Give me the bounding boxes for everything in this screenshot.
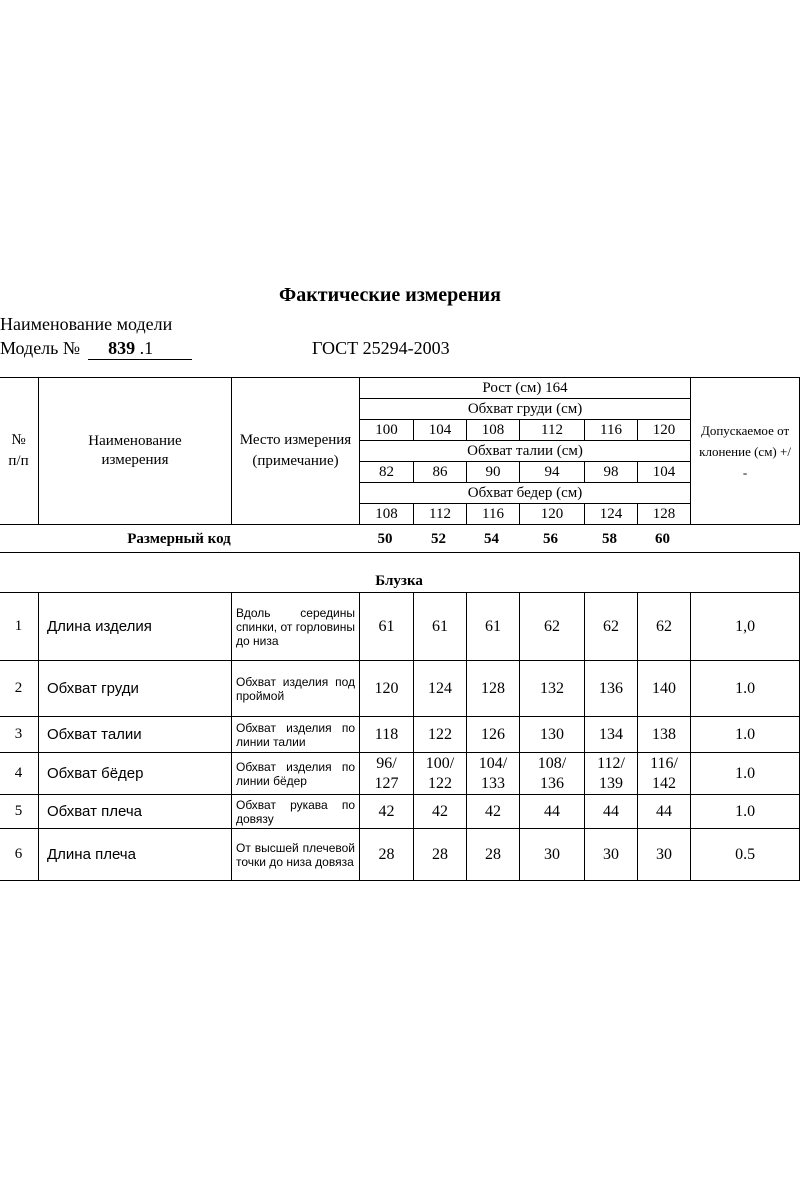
row-value: 62 (638, 593, 691, 661)
row-value: 42 (467, 795, 520, 829)
size-code: 52 (431, 531, 446, 547)
model-label: Модель № (0, 338, 81, 358)
hips-value: 128 (638, 504, 691, 525)
row-number: 4 (0, 753, 39, 795)
size-code: 50 (377, 531, 393, 547)
row-note: Обхват изделия по линии талии (232, 717, 360, 753)
row-value: 126 (467, 717, 520, 753)
row-value: 44 (638, 795, 691, 829)
row-value: 44 (585, 795, 638, 829)
row-tolerance: 1.0 (691, 717, 800, 753)
row-value: 124 (414, 661, 467, 717)
model-number-field (88, 338, 192, 360)
row-value: 138 (638, 717, 691, 753)
row-name: Обхват бёдер (39, 753, 232, 795)
header-chest-label: Обхват груди (см) (360, 399, 691, 420)
row-value: 112/ 139 (585, 753, 638, 795)
row-number: 6 (0, 829, 39, 881)
chest-value: 104 (414, 420, 467, 441)
row-name: Обхват плеча (39, 795, 232, 829)
row-tolerance: 1,0 (691, 593, 800, 661)
header-tolerance: Допускаемое отклонение (см) +/- (691, 378, 800, 525)
row-value: 130 (520, 717, 585, 753)
waist-value: 82 (360, 462, 414, 483)
row-note: Обхват рукава по довязу (232, 795, 360, 829)
row-value: 62 (585, 593, 638, 661)
row-value: 118 (360, 717, 414, 753)
chest-value: 116 (585, 420, 638, 441)
header-waist-label: Обхват талии (см) (360, 441, 691, 462)
row-value: 61 (414, 593, 467, 661)
table-row (0, 753, 800, 795)
row-value: 30 (585, 829, 638, 881)
row-value: 28 (467, 829, 520, 881)
section-title: Блузка (0, 553, 800, 593)
model-suffix: .1 (139, 338, 154, 358)
hips-value: 124 (585, 504, 638, 525)
waist-value: 86 (414, 462, 467, 483)
row-tolerance: 1.0 (691, 795, 800, 829)
row-value: 116/ 142 (638, 753, 691, 795)
row-number: 1 (0, 593, 39, 661)
row-value: 136 (585, 661, 638, 717)
size-code: 54 (484, 531, 499, 547)
table-row (0, 795, 800, 829)
row-note: Обхват изделия под проймой (232, 661, 360, 717)
chest-value: 100 (360, 420, 414, 441)
row-value: 61 (360, 593, 414, 661)
size-code: 56 (543, 531, 558, 547)
row-name: Обхват груди (39, 661, 232, 717)
table-row (0, 661, 800, 717)
row-note: Обхват изделия по линии бёдер (232, 753, 360, 795)
row-value: 28 (360, 829, 414, 881)
row-number: 3 (0, 717, 39, 753)
row-value: 108/ 136 (520, 753, 585, 795)
row-value: 122 (414, 717, 467, 753)
waist-value: 90 (467, 462, 520, 483)
hips-value: 120 (520, 504, 585, 525)
model-name-label: Наименование модели (0, 314, 173, 334)
row-tolerance: 1.0 (691, 753, 800, 795)
row-value: 132 (520, 661, 585, 717)
chest-value: 112 (520, 420, 585, 441)
size-code-label: Размерный код (127, 531, 231, 547)
model-number: 839 (108, 338, 136, 358)
row-value: 44 (520, 795, 585, 829)
page-title: Фактические измерения (279, 284, 501, 306)
row-value: 30 (520, 829, 585, 881)
header-name: Наименование измерения (39, 378, 232, 525)
row-number: 5 (0, 795, 39, 829)
size-code: 58 (602, 531, 617, 547)
row-tolerance: 1.0 (691, 661, 800, 717)
header-hips-label: Обхват бедер (см) (360, 483, 691, 504)
table-row (0, 593, 800, 661)
size-code-row (0, 531, 800, 553)
model-number-line (0, 338, 192, 360)
waist-value: 98 (585, 462, 638, 483)
row-value: 61 (467, 593, 520, 661)
header-no: № п/п (0, 378, 39, 525)
table-row (0, 829, 800, 881)
hips-value: 116 (467, 504, 520, 525)
header-table (0, 377, 800, 525)
row-name: Длина изделия (39, 593, 232, 661)
row-note: От высшей плечевой точки до низа довяза (232, 829, 360, 881)
row-value: 104/ 133 (467, 753, 520, 795)
waist-value: 94 (520, 462, 585, 483)
row-value: 140 (638, 661, 691, 717)
row-number: 2 (0, 661, 39, 717)
size-code: 60 (655, 531, 670, 547)
waist-value: 104 (638, 462, 691, 483)
chest-value: 120 (638, 420, 691, 441)
row-value: 62 (520, 593, 585, 661)
row-value: 100/ 122 (414, 753, 467, 795)
row-value: 28 (414, 829, 467, 881)
table-row (0, 717, 800, 753)
row-value: 30 (638, 829, 691, 881)
row-value: 96/ 127 (360, 753, 414, 795)
hips-value: 112 (414, 504, 467, 525)
row-value: 128 (467, 661, 520, 717)
row-value: 120 (360, 661, 414, 717)
chest-value: 108 (467, 420, 520, 441)
row-note: Вдоль середины спинки, от горловины до низа (232, 593, 360, 661)
row-name: Длина плеча (39, 829, 232, 881)
row-tolerance: 0.5 (691, 829, 800, 881)
measurements-table (0, 552, 800, 881)
hips-value: 108 (360, 504, 414, 525)
gost-standard: ГОСТ 25294-2003 (312, 338, 450, 358)
row-value: 134 (585, 717, 638, 753)
header-height: Рост (см) 164 (360, 378, 691, 399)
row-value: 42 (414, 795, 467, 829)
row-name: Обхват талии (39, 717, 232, 753)
header-place: Место измерения (примечание) (232, 378, 360, 525)
row-value: 42 (360, 795, 414, 829)
